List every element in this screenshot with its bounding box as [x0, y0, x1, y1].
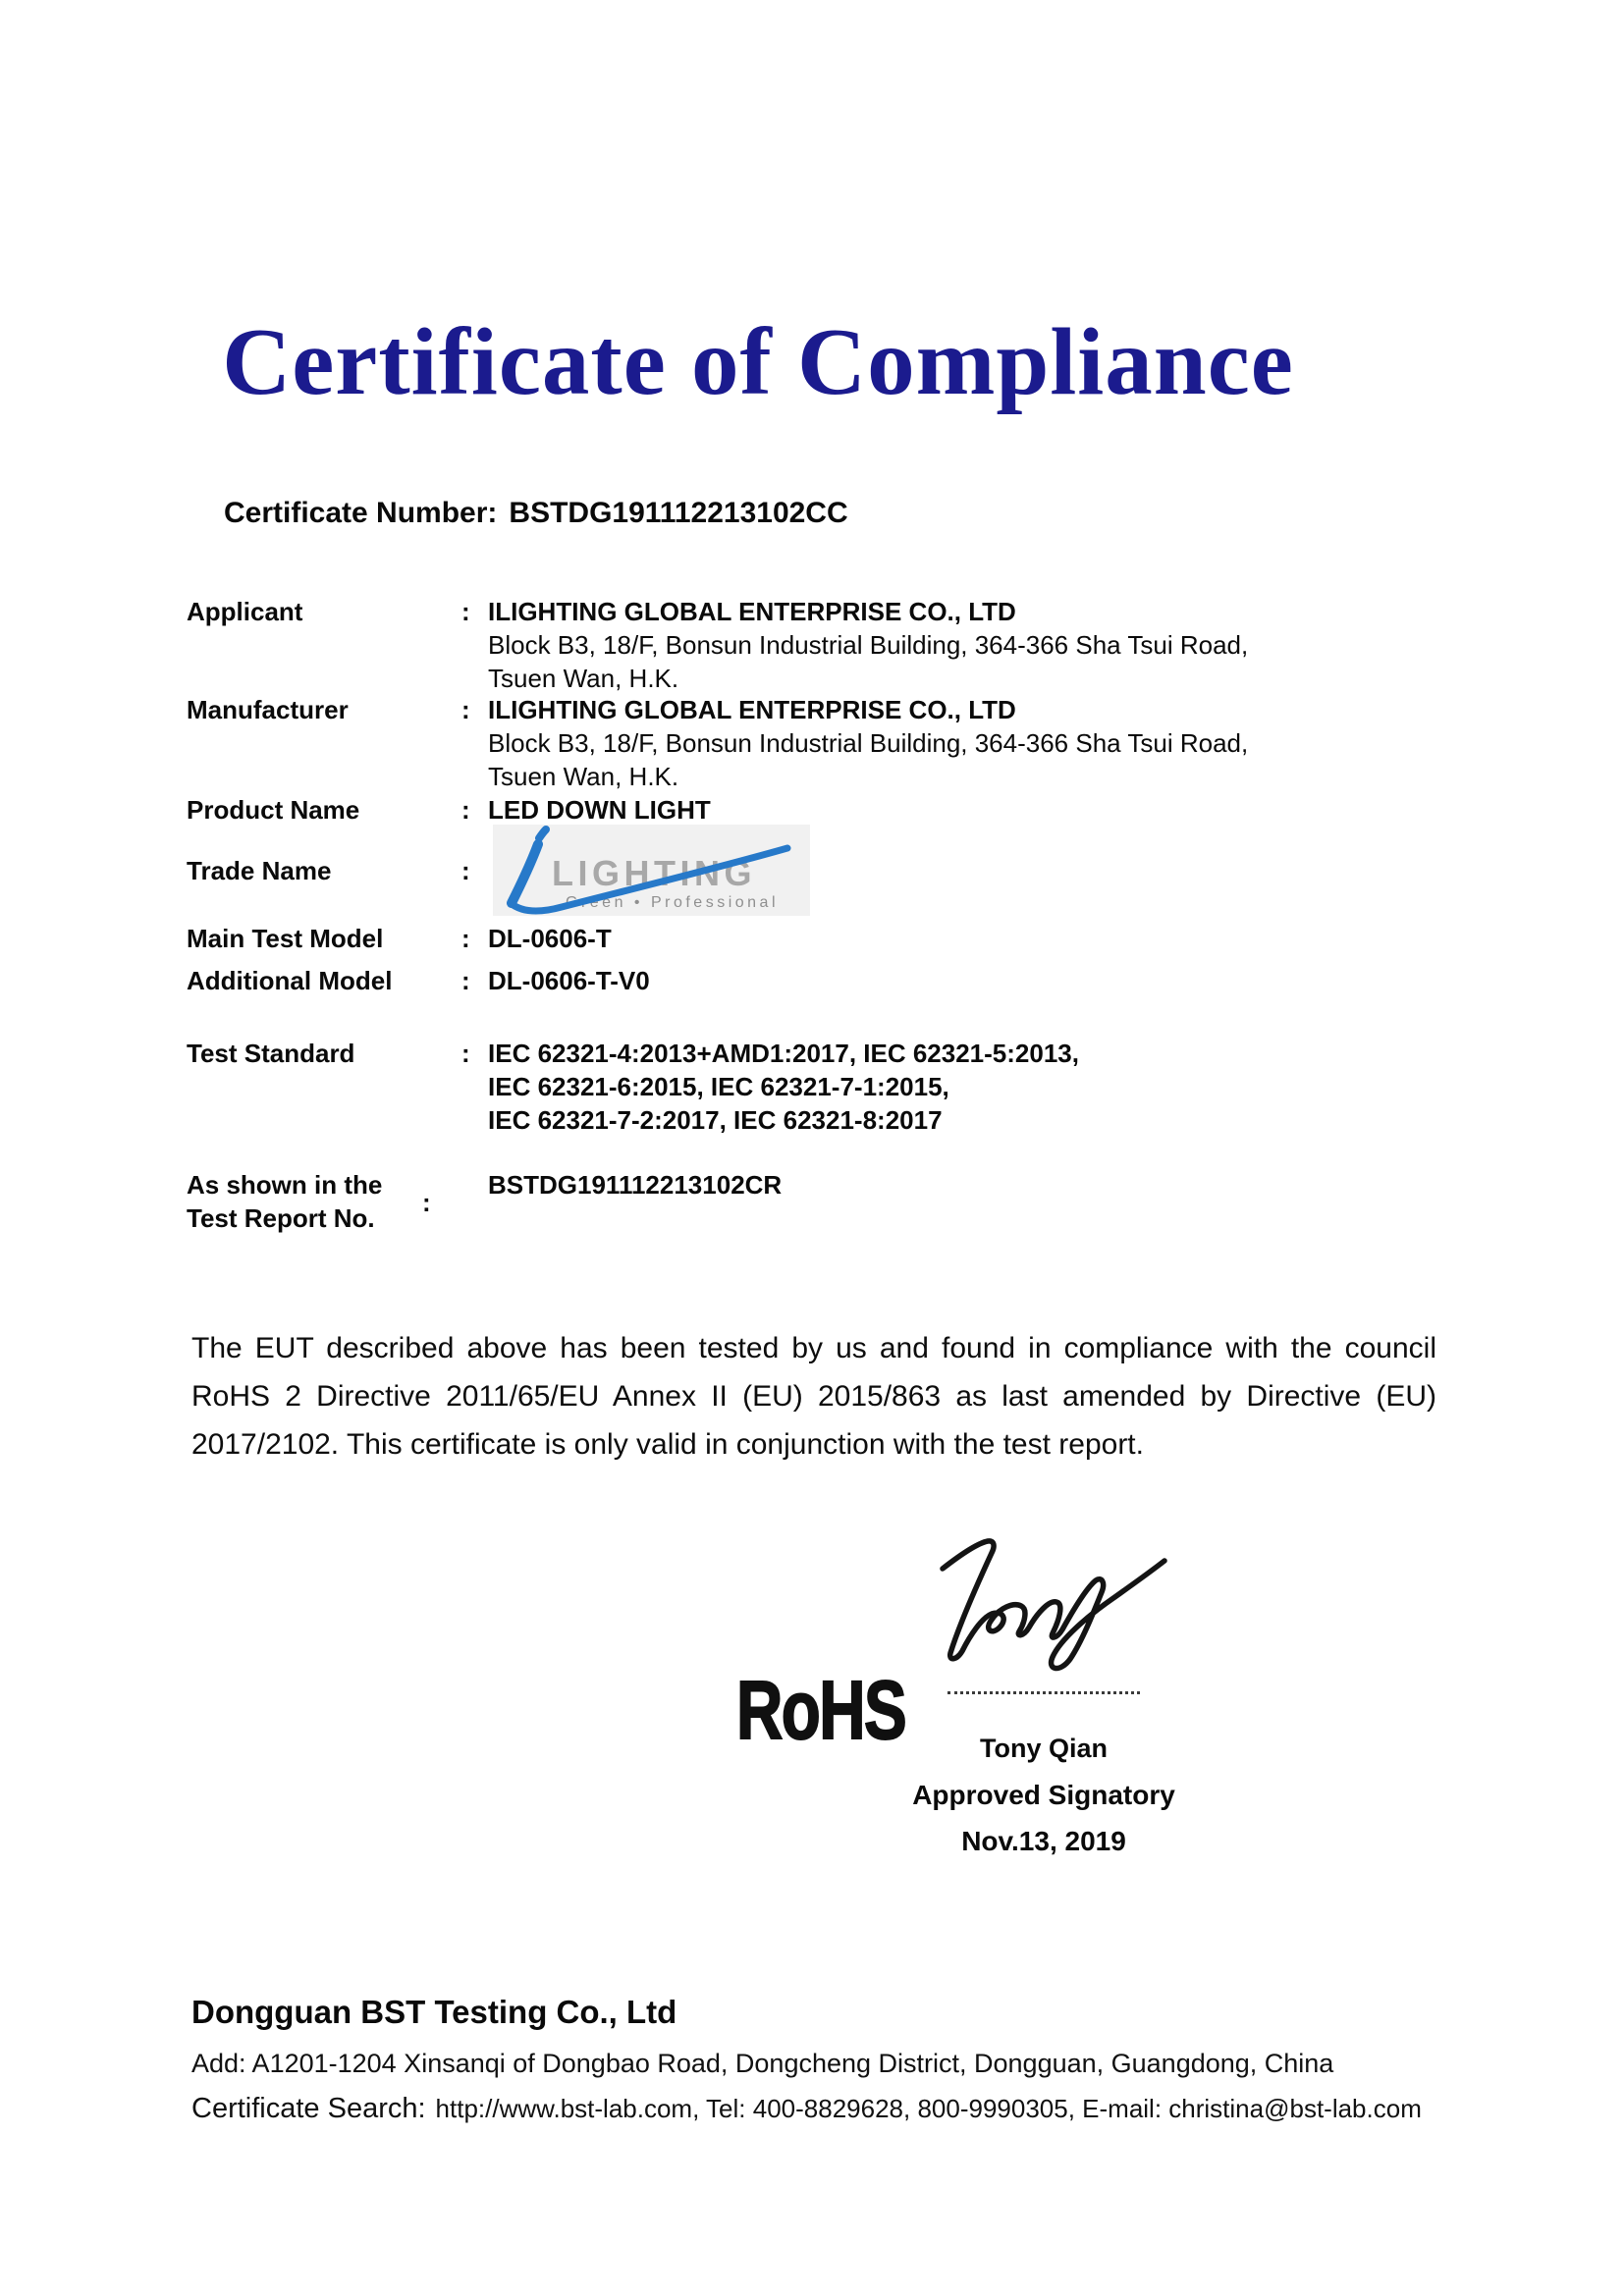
- signer-role: Approved Signatory: [912, 1780, 1175, 1810]
- signature-image: [931, 1531, 1176, 1683]
- applicant-label: Applicant: [187, 597, 303, 626]
- additional-model-value: DL-0606-T-V0: [488, 966, 650, 995]
- applicant-colon: :: [461, 597, 470, 626]
- manufacturer-colon: :: [461, 695, 470, 724]
- signature-path: [943, 1541, 1164, 1669]
- certificate-number-line: [224, 497, 848, 530]
- additional-model-colon: :: [461, 966, 470, 995]
- manufacturer-address-line1: Block B3, 18/F, Bonsun Industrial Building, 364-366 Sha Tsui Road,: [488, 728, 1249, 758]
- test-standard-line3: IEC 62321-7-2:2017, IEC 62321-8:2017: [488, 1105, 943, 1135]
- test-report-label-line1: As shown in the: [187, 1170, 383, 1200]
- test-report-colon: :: [422, 1188, 431, 1217]
- certificate-search-label: Certificate Search:: [191, 2093, 426, 2124]
- test-report-value: BSTDG191112213102CR: [488, 1170, 783, 1200]
- signer-name: Tony Qian: [979, 1734, 1108, 1763]
- test-standard-label: Test Standard: [187, 1039, 355, 1068]
- applicant-company: ILIGHTING GLOBAL ENTERPRISE CO., LTD: [488, 597, 1016, 626]
- product-name-label: Product Name: [187, 795, 360, 825]
- compliance-statement: The EUT described above has been tested by us and found in compliance with the council RoHS 2 Directive 2011/65/EU Annex II (EU) 2015/863 as last amended by Directive (EU) 2017/2102. This certificate is only valid in conjunction with the test report.: [191, 1332, 1436, 1461]
- signature-strokes: [931, 1531, 1176, 1679]
- test-standard-line2: IEC 62321-6:2015, IEC 62321-7-1:2015,: [488, 1072, 949, 1101]
- rohs-mark: RoHS: [736, 1664, 906, 1756]
- product-name-colon: :: [461, 795, 470, 825]
- page-title: Certificate of Compliance: [222, 309, 1294, 414]
- main-test-model-colon: :: [461, 924, 470, 953]
- trade-name-logo: [493, 825, 810, 916]
- test-standard-line1: IEC 62321-4:2013+AMD1:2017, IEC 62321-5:2013,: [488, 1039, 1079, 1068]
- certificate-search-value: http://www.bst-lab.com, Tel: 400-8829628, 800-9990305, E-mail: christina@bst-lab.com: [435, 2094, 1422, 2123]
- lab-company-name: Dongguan BST Testing Co., Ltd: [191, 1994, 677, 2030]
- manufacturer-address-line2: Tsuen Wan, H.K.: [488, 762, 679, 791]
- certificate-number-label: Certificate Number:: [224, 497, 498, 529]
- manufacturer-label: Manufacturer: [187, 695, 349, 724]
- trade-name-label: Trade Name: [187, 856, 332, 885]
- test-report-label-line2: Test Report No.: [187, 1203, 375, 1233]
- trade-name-colon: :: [461, 856, 470, 885]
- main-test-model-label: Main Test Model: [187, 924, 384, 953]
- lab-address: Add: A1201-1204 Xinsanqi of Dongbao Road, Dongcheng District, Dongguan, Guangdong, China: [191, 2049, 1334, 2078]
- logo-tagline-text: Green • Professional: [566, 894, 780, 911]
- main-test-model-value: DL-0606-T: [488, 924, 612, 953]
- applicant-address-line1: Block B3, 18/F, Bonsun Industrial Building, 364-366 Sha Tsui Road,: [488, 630, 1249, 660]
- certificate-search-line: [191, 2093, 1422, 2125]
- additional-model-label: Additional Model: [187, 966, 393, 995]
- certificate-number-value: BSTDG191112213102CC: [509, 497, 848, 529]
- logo-wordmark-text: LIGHTING: [552, 853, 756, 893]
- signature-dotted-line: [947, 1691, 1140, 1694]
- ilighting-logo-image: [493, 825, 810, 916]
- test-standard-colon: :: [461, 1039, 470, 1068]
- signature-date: Nov.13, 2019: [961, 1826, 1126, 1856]
- manufacturer-company: ILIGHTING GLOBAL ENTERPRISE CO., LTD: [488, 695, 1016, 724]
- product-name-value: LED DOWN LIGHT: [488, 795, 711, 825]
- applicant-address-line2: Tsuen Wan, H.K.: [488, 664, 679, 693]
